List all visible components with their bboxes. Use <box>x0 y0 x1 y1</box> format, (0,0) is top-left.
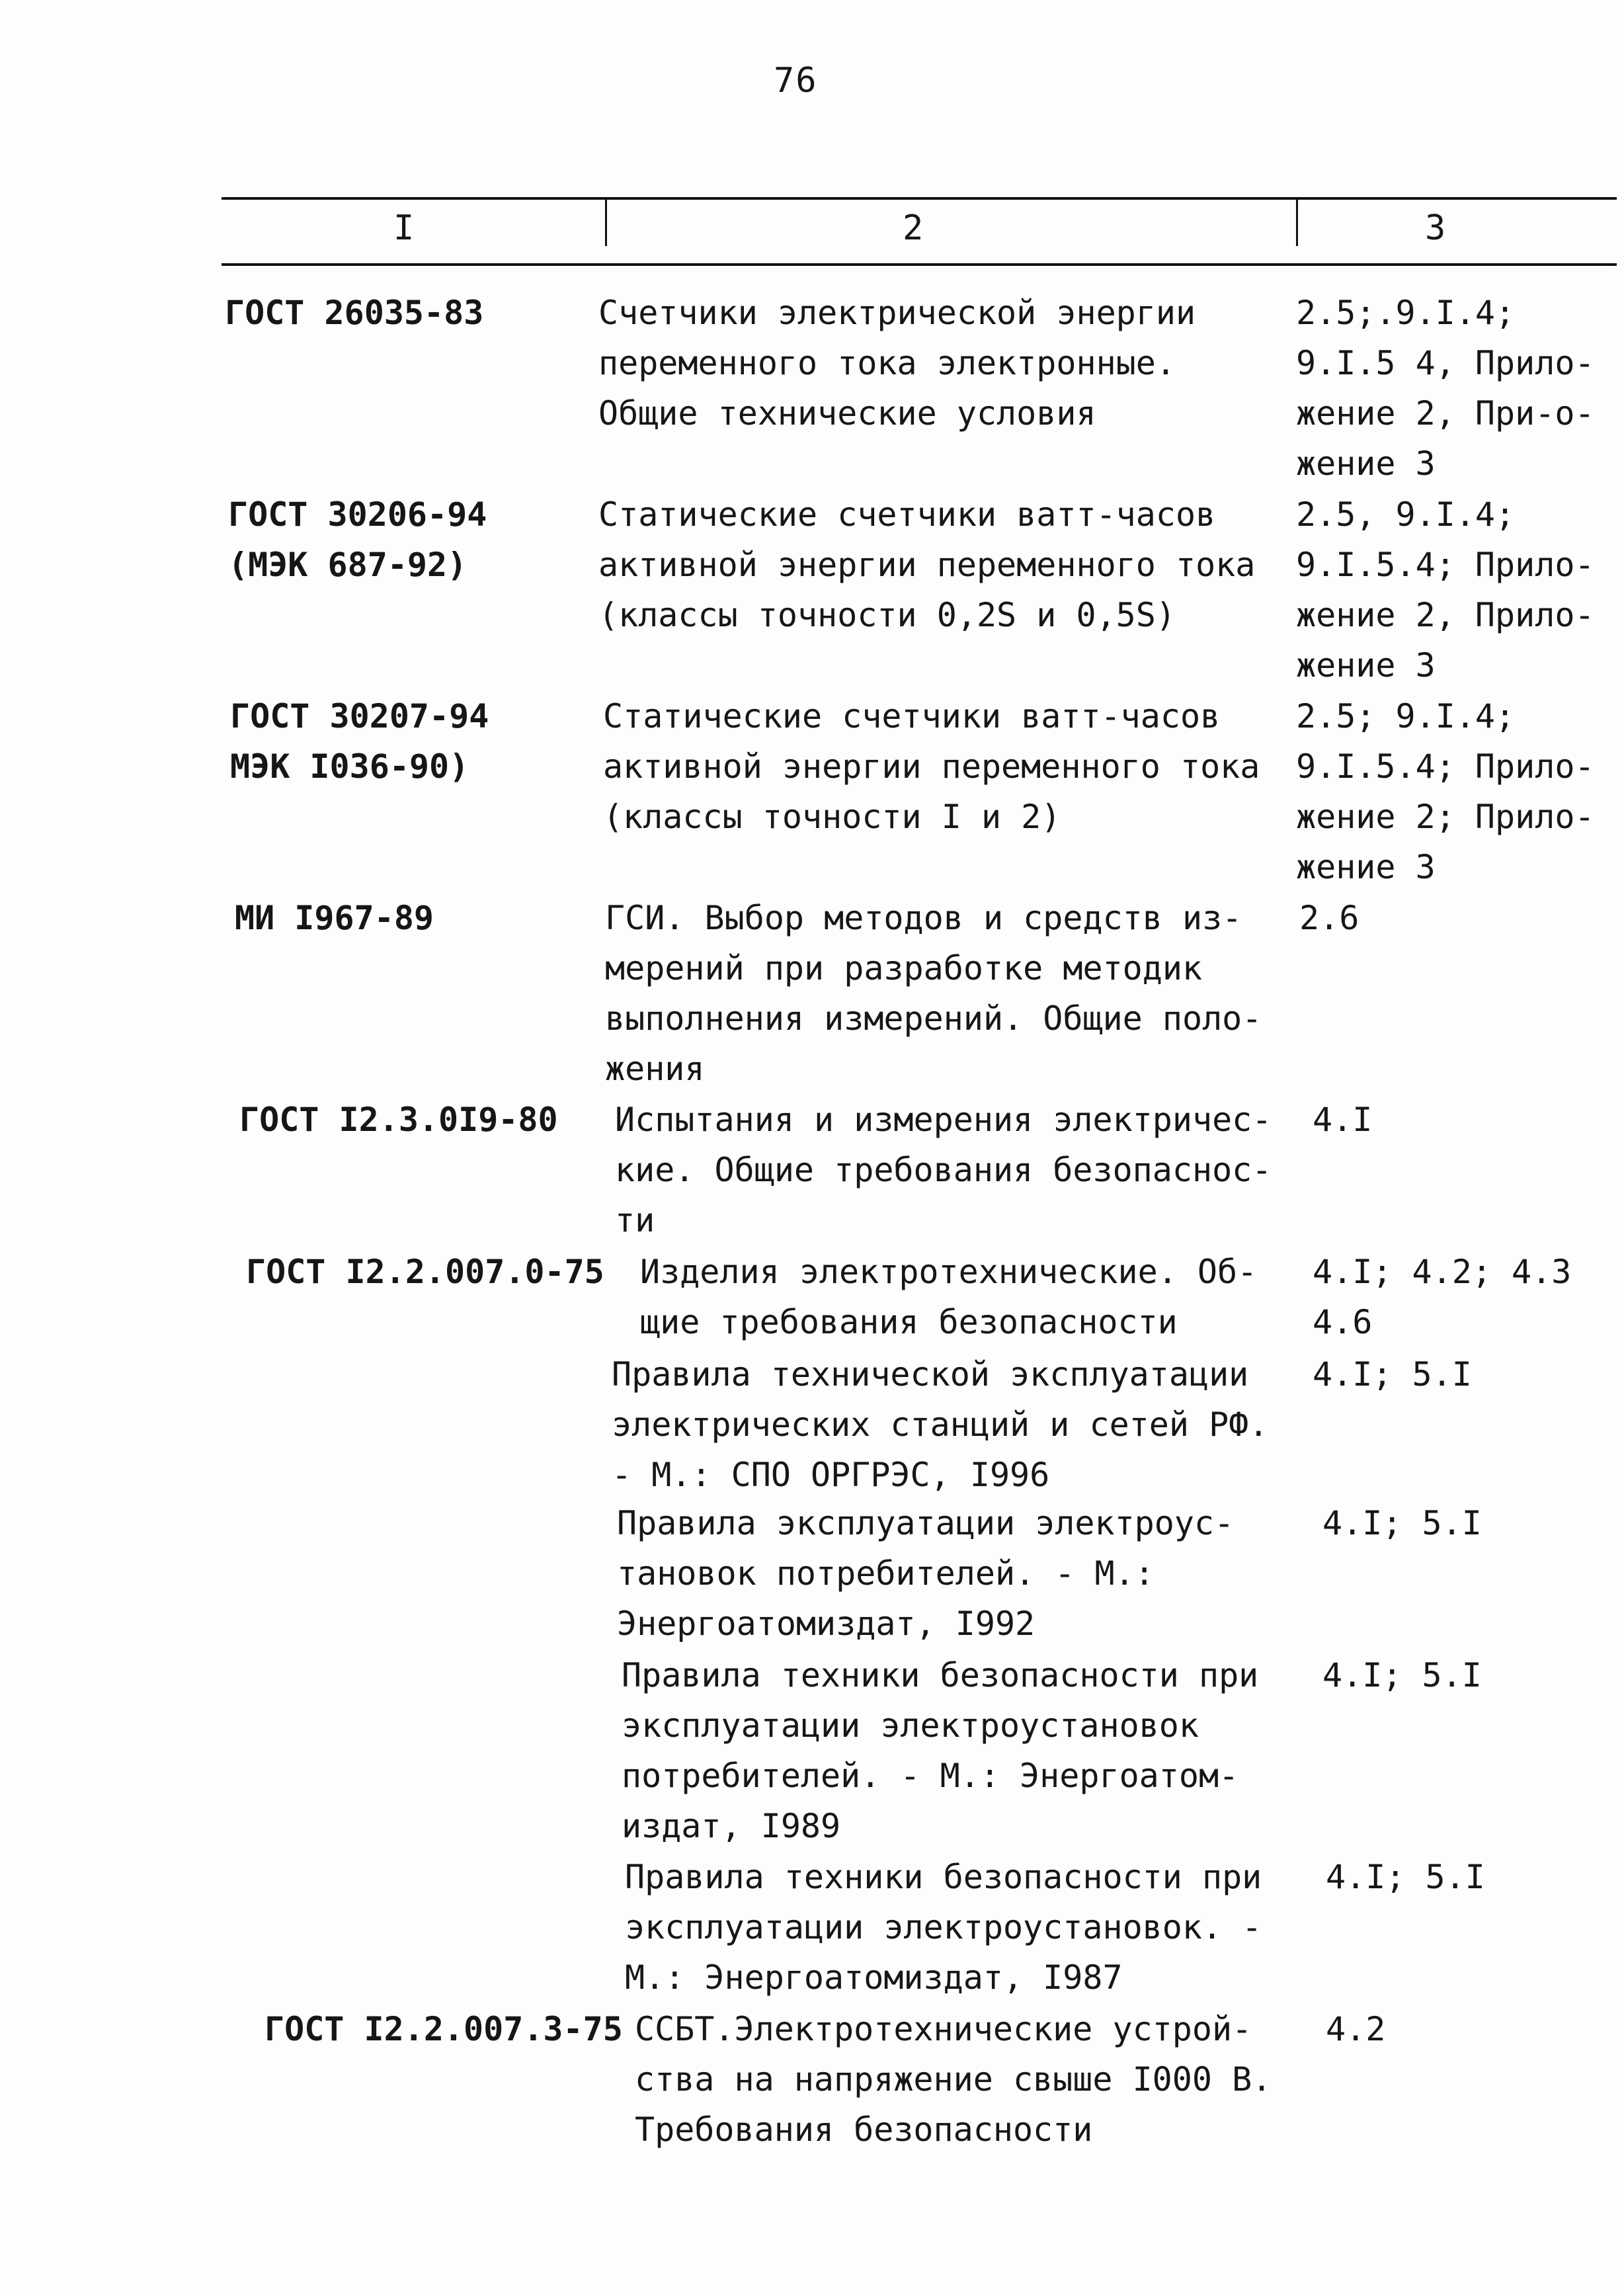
document-title-line: Счетчики электрической энергии <box>598 294 1196 332</box>
document-code-line: ГОСТ 30207-94 <box>230 697 489 735</box>
column-header-1: I <box>393 208 415 248</box>
document-code-line: (МЭК 687-92) <box>228 546 467 584</box>
document-code <box>246 1247 604 1297</box>
document-title-line: переменного тока электронные. <box>598 344 1176 382</box>
clause-references-line: 4.I; 5.I <box>1326 1858 1485 1896</box>
document-title-line: Правила техники безопасности при <box>625 1858 1262 1896</box>
clause-references <box>1326 2004 1385 2054</box>
document-title-line: М.: Энергоатомиздат, I987 <box>625 1958 1123 1997</box>
clause-references <box>1322 1650 1482 1700</box>
document-title-line: эксплуатации электроустановок <box>622 1706 1199 1745</box>
document-title <box>617 1498 1234 1649</box>
document-title-line: Правила эксплуатации электроус- <box>617 1504 1235 1542</box>
clause-references-line: 2.5, 9.I.4; <box>1296 495 1516 534</box>
document-title-line: мерений при разработке методик <box>605 949 1203 987</box>
document-title-line: Изделия электротехнические. Об- <box>640 1253 1258 1291</box>
document-title-line: Испытания и измерения электричес- <box>615 1101 1272 1139</box>
clause-references-line: 4.I; 5.I <box>1313 1355 1472 1394</box>
document-title-line: ства на напряжение свыше I000 В. <box>635 2060 1272 2099</box>
clause-references <box>1296 691 1595 892</box>
document-title <box>640 1247 1257 1347</box>
document-title-line: тановок потребителей. - М.: <box>617 1554 1155 1593</box>
page-number: 76 <box>774 61 818 101</box>
document-title <box>598 489 1255 640</box>
clause-references <box>1296 489 1595 690</box>
document-title-line: жения <box>605 1050 705 1088</box>
document-code <box>230 691 489 792</box>
clause-references-line: жение 2, При-о- <box>1296 394 1595 433</box>
document-title <box>612 1349 1268 1500</box>
document-title-line: активной энергии переменного тока <box>603 747 1260 786</box>
document-code-line: ГОСТ I2.3.0I9-80 <box>239 1101 558 1139</box>
document-title <box>622 1650 1258 1851</box>
clause-references-line: жение 3 <box>1296 646 1436 685</box>
document-title-line: щие требования безопасности <box>640 1303 1178 1341</box>
clause-references-line: 9.I.5.4; Прило- <box>1296 747 1595 786</box>
clause-references-line: 9.I.5.4; Прило- <box>1296 546 1595 584</box>
clause-references-line: 2.5;.9.I.4; <box>1296 294 1516 332</box>
document-title-line: (классы точности I и 2) <box>603 798 1061 836</box>
document-code <box>225 288 483 338</box>
document-title-line: активной энергии переменного тока <box>598 546 1256 584</box>
document-title-line: кие. Общие требования безопаснос- <box>615 1151 1272 1189</box>
document-title-line: эксплуатации электроустановок. - <box>625 1908 1262 1946</box>
column-header-3: 3 <box>1425 208 1446 248</box>
clause-references <box>1326 1852 1485 1902</box>
document-title-line: (классы точности 0,2S и 0,5S) <box>598 596 1176 634</box>
document-title <box>625 1852 1262 2003</box>
clause-references-line: 4.2 <box>1326 2010 1386 2048</box>
header-bottom-rule <box>222 263 1617 266</box>
document-title-line: издат, I989 <box>622 1807 841 1845</box>
document-title-line: Общие технические условия <box>598 394 1096 433</box>
document-title-line: Правила технической эксплуатации <box>612 1355 1249 1394</box>
document-title-line: выполнения измерений. Общие поло- <box>605 999 1262 1038</box>
document-title-line: ГСИ. Выбор методов и средств из- <box>605 899 1242 937</box>
document-code <box>235 893 434 943</box>
clause-references <box>1296 288 1595 489</box>
document-code-line: ГОСТ I2.2.007.3-75 <box>264 2010 623 2048</box>
document-code <box>264 2004 623 2054</box>
document-code-line: МИ I967-89 <box>235 899 434 937</box>
document-title-line: Статические счетчики ватт-часов <box>598 495 1216 534</box>
document-title-line: Требования безопасности <box>635 2110 1093 2149</box>
clause-references-line: жение 2, Прило- <box>1296 596 1595 634</box>
document-title-line: - М.: СПО ОРГРЭС, I996 <box>612 1456 1050 1494</box>
clause-references-line: 2.6 <box>1299 899 1360 937</box>
clause-references-line: 2.5; 9.I.4; <box>1296 697 1516 735</box>
column-header-2: 2 <box>903 208 924 248</box>
clause-references-line: 9.I.5 4, Прило- <box>1296 344 1595 382</box>
document-code <box>228 489 487 590</box>
clause-references <box>1299 893 1359 943</box>
document-code <box>239 1095 558 1145</box>
document-title-line: ССБТ.Электротехнические устрой- <box>635 2010 1252 2048</box>
document-title <box>615 1095 1272 1245</box>
document-code-line: ГОСТ I2.2.007.0-75 <box>246 1253 604 1291</box>
clause-references <box>1313 1247 1571 1347</box>
header-divider-1 <box>605 198 607 246</box>
document-title <box>605 893 1262 1094</box>
document-title-line: потребителей. - М.: Энергоатом- <box>622 1757 1239 1795</box>
clause-references <box>1313 1349 1472 1399</box>
table-top-rule <box>222 197 1617 200</box>
clause-references-line: 4.I; 5.I <box>1322 1656 1482 1694</box>
clause-references <box>1313 1095 1372 1145</box>
document-code-line: МЭК I036-90) <box>230 747 469 786</box>
clause-references-line: жение 2; Прило- <box>1296 798 1595 836</box>
document-title-line: ти <box>615 1201 655 1239</box>
document-code-line: ГОСТ 26035-83 <box>225 294 484 332</box>
clause-references <box>1322 1498 1482 1548</box>
document-title-line: Энергоатомиздат, I992 <box>617 1605 1035 1643</box>
document-title <box>603 691 1260 842</box>
header-divider-2 <box>1296 198 1298 246</box>
document-title-line: Статические счетчики ватт-часов <box>603 697 1221 735</box>
clause-references-line: 4.6 <box>1313 1303 1373 1341</box>
document-title-line: электрических станций и сетей РФ. <box>612 1405 1269 1444</box>
clause-references-line: жение 3 <box>1296 848 1436 886</box>
clause-references-line: 4.I <box>1313 1101 1373 1139</box>
clause-references-line: 4.I; 4.2; 4.3 <box>1313 1253 1572 1291</box>
document-title <box>598 288 1196 438</box>
document-code-line: ГОСТ 30206-94 <box>228 495 487 534</box>
clause-references-line: 4.I; 5.I <box>1322 1504 1482 1542</box>
document-title-line: Правила техники безопасности при <box>622 1656 1259 1694</box>
document-title <box>635 2004 1272 2155</box>
clause-references-line: жение 3 <box>1296 444 1436 483</box>
